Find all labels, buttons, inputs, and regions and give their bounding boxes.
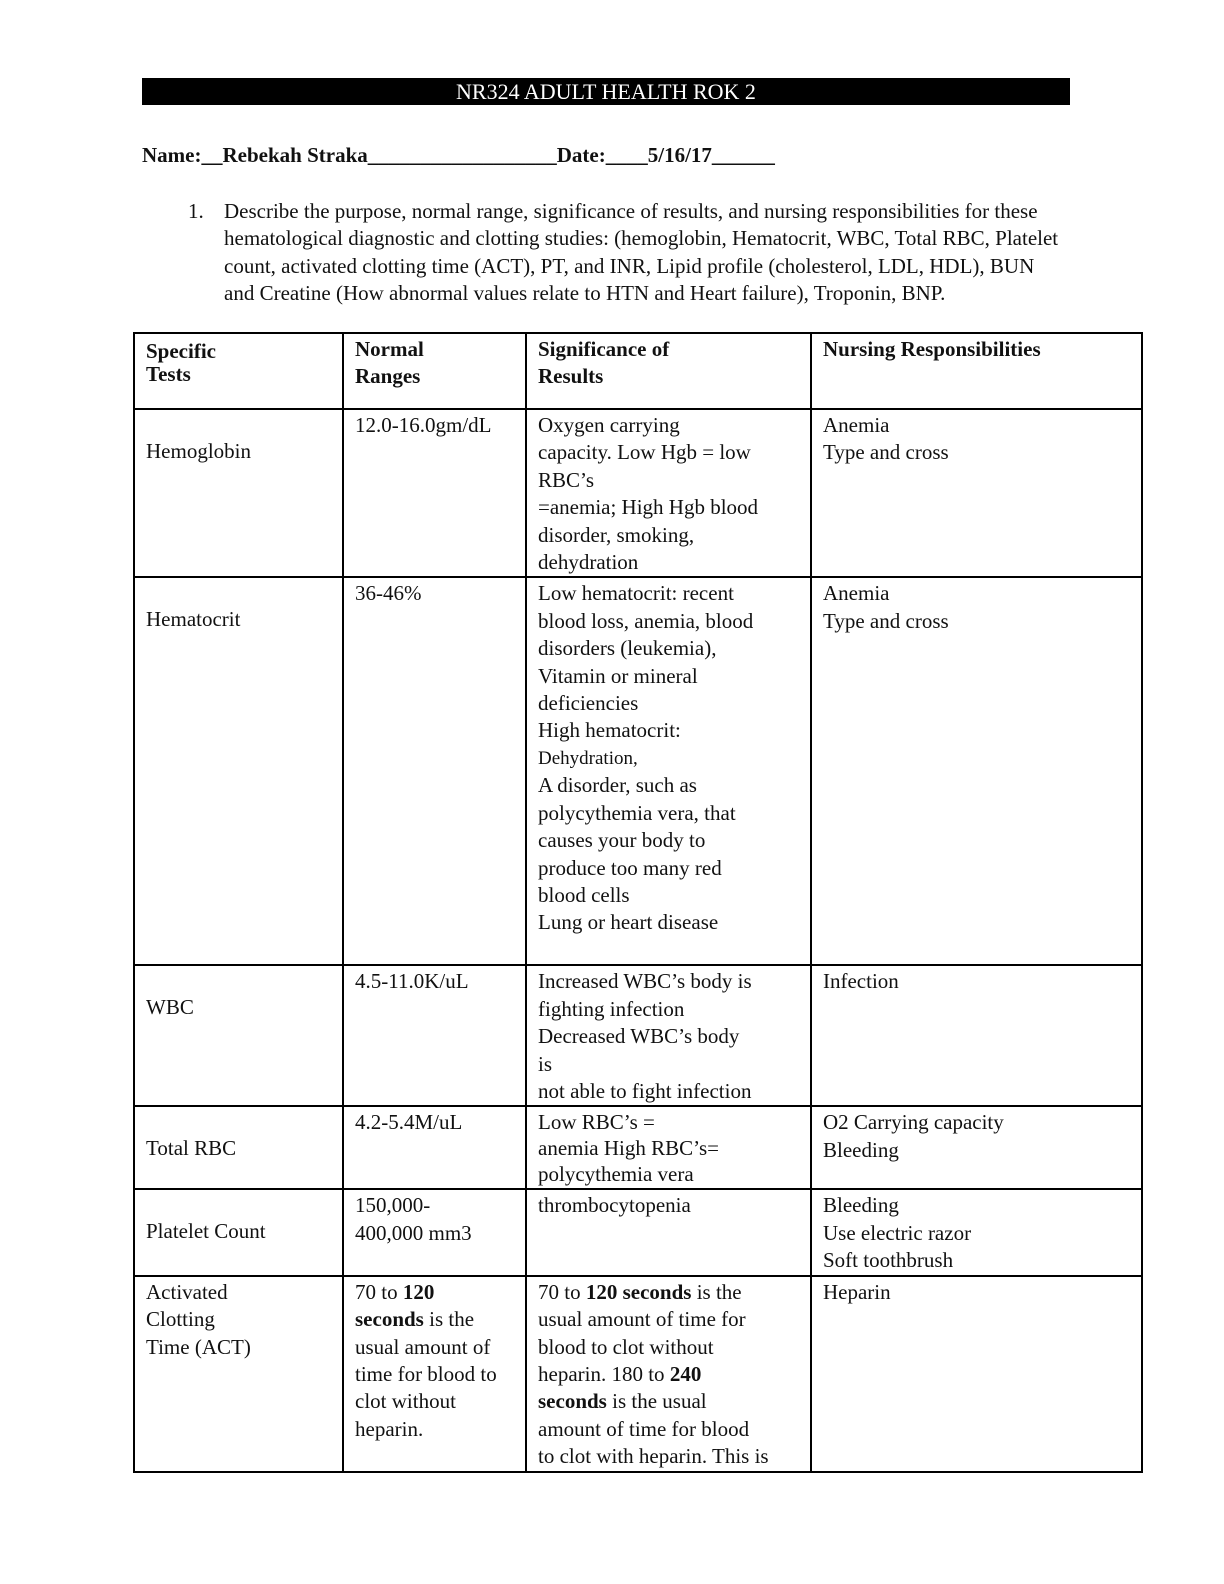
date-label: Date:	[556, 143, 606, 167]
range-cell: 4.5-11.0K/uL	[343, 965, 526, 1106]
nursing-cell: Anemia Type and cross	[811, 409, 1142, 577]
table-row	[134, 965, 1142, 1106]
significance-cell: 70 to 120 seconds is the usual amount of time for blood to clot without heparin. 180 to 240 seconds is the usual amount of time for blood to clot with heparin. This is	[526, 1276, 811, 1472]
nursing-cell: Infection	[811, 965, 1142, 1106]
question-number: 1.	[188, 199, 204, 223]
range-cell: 36-46%	[343, 577, 526, 965]
table-row	[134, 577, 1142, 965]
significance-cell: Low RBC’s = anemia High RBC’s= polycythemia vera	[526, 1106, 811, 1189]
table-row	[134, 1276, 1142, 1472]
table-row	[134, 1106, 1142, 1189]
test-wbc: WBC	[134, 965, 343, 1106]
range-cell: 4.2-5.4M/uL	[343, 1106, 526, 1189]
range-cell: 12.0-16.0gm/dL	[343, 409, 526, 577]
significance-cell: Increased WBC’s body is fighting infection Decreased WBC’s body is not able to fight infection	[526, 965, 811, 1106]
table-row	[134, 1189, 1142, 1275]
question-1	[188, 198, 1068, 308]
nursing-cell: Anemia Type and cross	[811, 577, 1142, 965]
test-act: Activated Clotting Time (ACT)	[134, 1276, 343, 1472]
test-platelet-count: Platelet Count	[134, 1189, 343, 1275]
header-specific-tests: Specific Tests	[134, 333, 343, 409]
significance-cell: Oxygen carrying capacity. Low Hgb = low RBC’s =anemia; High Hgb blood disorder, smoking, dehydration	[526, 409, 811, 577]
test-total-rbc: Total RBC	[134, 1106, 343, 1189]
test-hemoglobin: Hemoglobin	[134, 409, 343, 577]
test-hematocrit: Hematocrit	[134, 577, 343, 965]
significance-cell: Low hematocrit: recent blood loss, anemia, blood disorders (leukemia), Vitamin or mineral deficiencies High hematocrit: Dehydration, A disorder, such as polycythemia vera, that causes your body to produce too many red blood cells Lung or heart disease	[526, 577, 811, 965]
question-text: Describe the purpose, normal range, significance of results, and nursing responsibilities for these hematological diagnostic and clotting studies: (hemoglobin, Hematocrit, WBC, Total RBC, Platelet count, activated clotting time (ACT), PT, and INR, Lipid profile (cholesterol, LDL, HDL), BUN and Creatine (How abnormal values relate to HTN and Heart failure), Troponin, BNP.	[224, 199, 1059, 306]
student-name: Rebekah Straka	[222, 143, 368, 167]
table-row	[134, 409, 1142, 577]
date-value: 5/16/17	[647, 143, 712, 167]
header-normal-ranges: Normal Ranges	[343, 333, 526, 409]
table-header-row	[134, 333, 1142, 409]
nursing-cell: Bleeding Use electric razor Soft toothbrush	[811, 1189, 1142, 1275]
name-date-line: Name:__Rebekah Straka__________________Date:____5/16/17______	[142, 143, 775, 167]
header-nursing-responsibilities: Nursing Responsibilities	[811, 333, 1142, 409]
lab-studies-table	[133, 332, 1143, 1473]
nursing-cell: Heparin	[811, 1276, 1142, 1472]
significance-cell: thrombocytopenia	[526, 1189, 811, 1275]
name-label: Name:	[142, 143, 202, 167]
range-cell: 150,000- 400,000 mm3	[343, 1189, 526, 1275]
document-title: NR324 ADULT HEALTH ROK 2	[142, 78, 1070, 105]
nursing-cell: O2 Carrying capacity Bleeding	[811, 1106, 1142, 1189]
range-cell: 70 to 120 seconds is the usual amount of time for blood to clot without heparin.	[343, 1276, 526, 1472]
header-significance: Significance of Results	[526, 333, 811, 409]
